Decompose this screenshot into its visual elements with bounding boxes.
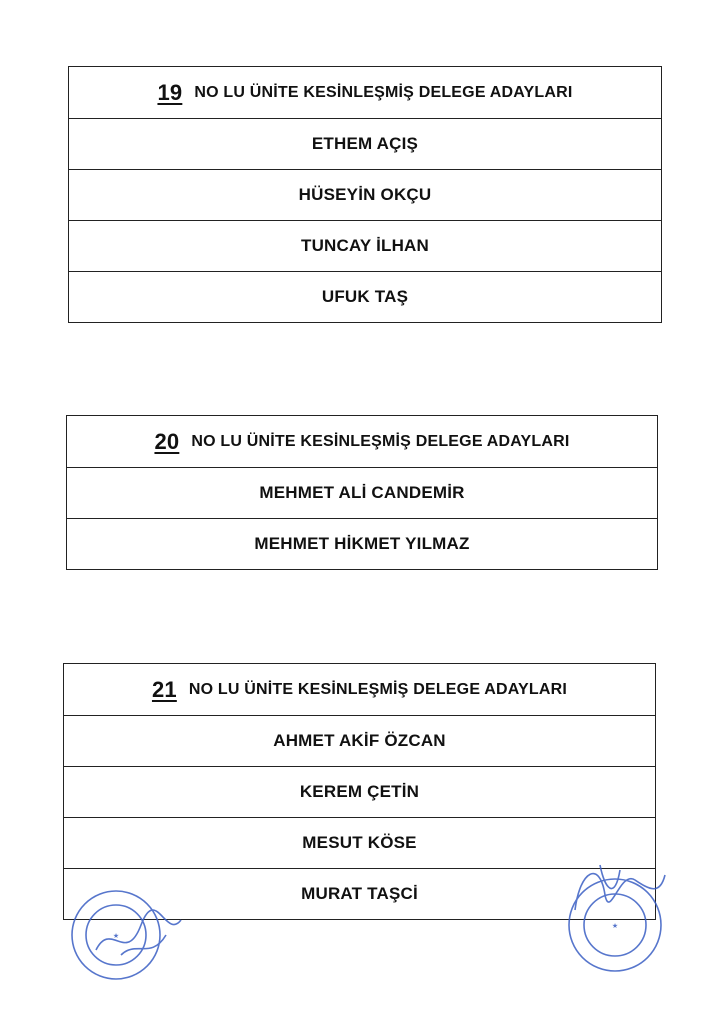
candidate-row: TUNCAY İLHAN — [69, 220, 661, 271]
table-header — [67, 416, 657, 467]
header-text: NO LU ÜNİTE KESİNLEŞMİŞ DELEGE ADAYLARI — [191, 432, 570, 450]
right-stamp-signature — [560, 850, 670, 980]
header-text: NO LU ÜNİTE KESİNLEŞMİŞ DELEGE ADAYLARI — [194, 83, 573, 101]
candidate-row: MEHMET HİKMET YILMAZ — [67, 518, 657, 569]
left-stamp-signature — [66, 880, 186, 990]
candidate-row: MEHMET ALİ CANDEMİR — [67, 467, 657, 518]
candidate-row: MURAT TAŞCİ — [64, 868, 655, 919]
unit-19-table — [68, 66, 662, 323]
svg-text:★: ★ — [112, 933, 120, 940]
unit-number: 21 — [151, 676, 177, 702]
unit-20-table — [66, 415, 658, 570]
svg-text:★: ★ — [611, 923, 619, 930]
candidate-row: UFUK TAŞ — [69, 271, 661, 322]
table-header — [64, 664, 655, 715]
unit-number: 20 — [154, 428, 180, 454]
candidate-row: AHMET AKİF ÖZCAN — [64, 715, 655, 766]
table-header — [69, 67, 661, 118]
header-text: NO LU ÜNİTE KESİNLEŞMİŞ DELEGE ADAYLARI — [188, 680, 568, 698]
unit-number: 19 — [157, 79, 183, 105]
candidate-row: MESUT KÖSE — [64, 817, 655, 868]
candidate-row: HÜSEYİN OKÇU — [69, 169, 661, 220]
candidate-row: KEREM ÇETİN — [64, 766, 655, 817]
candidate-row: ETHEM AÇIŞ — [69, 118, 661, 169]
